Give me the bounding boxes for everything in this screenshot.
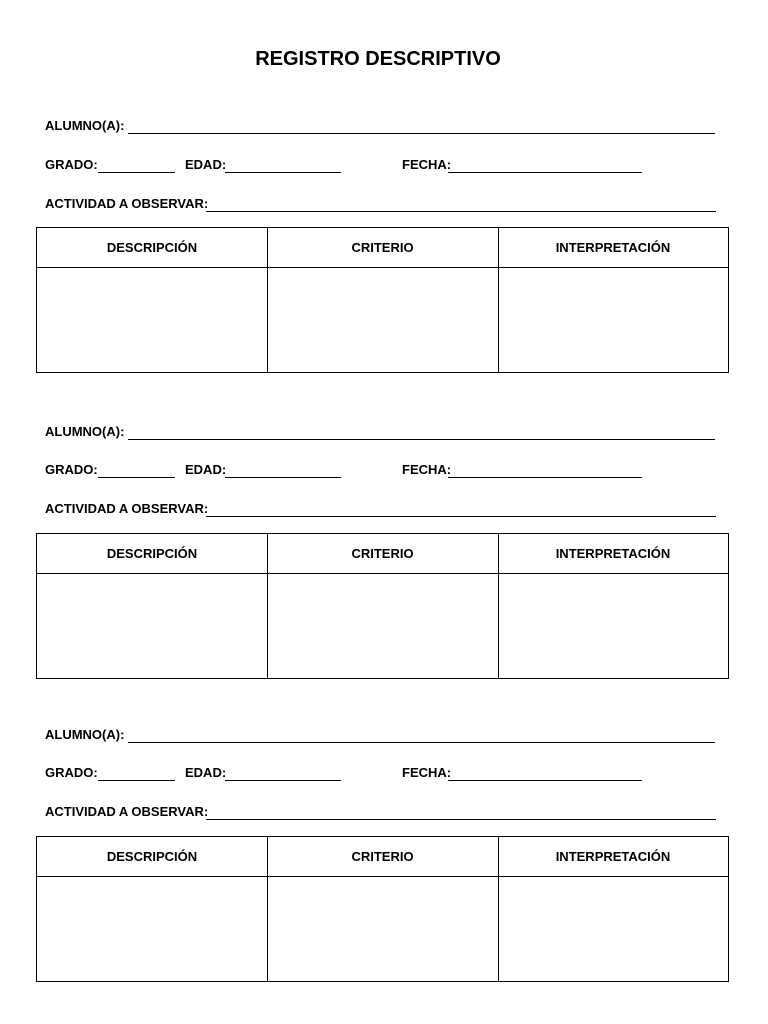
header-descripcion: DESCRIPCIÓN xyxy=(106,240,198,255)
cell-interpretacion[interactable] xyxy=(499,574,728,678)
header-criterio: CRITERIO xyxy=(351,546,414,561)
actividad-field[interactable] xyxy=(206,211,716,212)
table-header-row xyxy=(37,534,728,574)
grado-label: GRADO: xyxy=(45,157,98,172)
alumno-field[interactable] xyxy=(128,439,715,440)
edad-label: EDAD: xyxy=(185,157,227,172)
alumno-label: ALUMNO(A): xyxy=(45,727,125,742)
observation-table xyxy=(36,836,729,982)
header-descripcion: DESCRIPCIÓN xyxy=(106,849,198,864)
alumno-label: ALUMNO(A): xyxy=(45,424,125,439)
header-interpretacion: INTERPRETACIÓN xyxy=(555,546,671,561)
grado-field[interactable] xyxy=(98,172,175,173)
edad-label: EDAD: xyxy=(185,765,227,780)
grado-label: GRADO: xyxy=(45,462,98,477)
fecha-field[interactable] xyxy=(448,172,642,173)
actividad-field[interactable] xyxy=(206,516,716,517)
edad-field[interactable] xyxy=(225,477,341,478)
observation-table xyxy=(36,227,729,373)
header-interpretacion: INTERPRETACIÓN xyxy=(555,240,671,255)
actividad-label: ACTIVIDAD A OBSERVAR: xyxy=(45,196,209,211)
fecha-field[interactable] xyxy=(448,477,642,478)
cell-criterio[interactable] xyxy=(268,877,498,981)
header-criterio: CRITERIO xyxy=(351,849,414,864)
fecha-field[interactable] xyxy=(448,780,642,781)
actividad-field[interactable] xyxy=(206,819,716,820)
cell-criterio[interactable] xyxy=(268,574,498,678)
fecha-label: FECHA: xyxy=(402,765,452,780)
alumno-field[interactable] xyxy=(128,742,715,743)
header-criterio: CRITERIO xyxy=(351,240,414,255)
grado-label: GRADO: xyxy=(45,765,98,780)
cell-interpretacion[interactable] xyxy=(499,268,728,372)
record-form xyxy=(0,416,768,706)
actividad-label: ACTIVIDAD A OBSERVAR: xyxy=(45,804,209,819)
grado-field[interactable] xyxy=(98,780,175,781)
actividad-label: ACTIVIDAD A OBSERVAR: xyxy=(45,501,209,516)
cell-descripcion[interactable] xyxy=(37,574,267,678)
cell-descripcion[interactable] xyxy=(37,877,267,981)
alumno-field[interactable] xyxy=(128,133,715,134)
cell-descripcion[interactable] xyxy=(37,268,267,372)
record-form xyxy=(0,719,768,1009)
cell-interpretacion[interactable] xyxy=(499,877,728,981)
cell-criterio[interactable] xyxy=(268,268,498,372)
header-descripcion: DESCRIPCIÓN xyxy=(106,546,198,561)
table-header-row xyxy=(37,228,728,268)
observation-table xyxy=(36,533,729,679)
record-form xyxy=(0,110,768,400)
fecha-label: FECHA: xyxy=(402,157,452,172)
grado-field[interactable] xyxy=(98,477,175,478)
page-title: REGISTRO DESCRIPTIVO xyxy=(255,48,501,70)
alumno-label: ALUMNO(A): xyxy=(45,118,125,133)
edad-field[interactable] xyxy=(225,172,341,173)
edad-field[interactable] xyxy=(225,780,341,781)
edad-label: EDAD: xyxy=(185,462,227,477)
table-header-row xyxy=(37,837,728,877)
fecha-label: FECHA: xyxy=(402,462,452,477)
header-interpretacion: INTERPRETACIÓN xyxy=(555,849,671,864)
